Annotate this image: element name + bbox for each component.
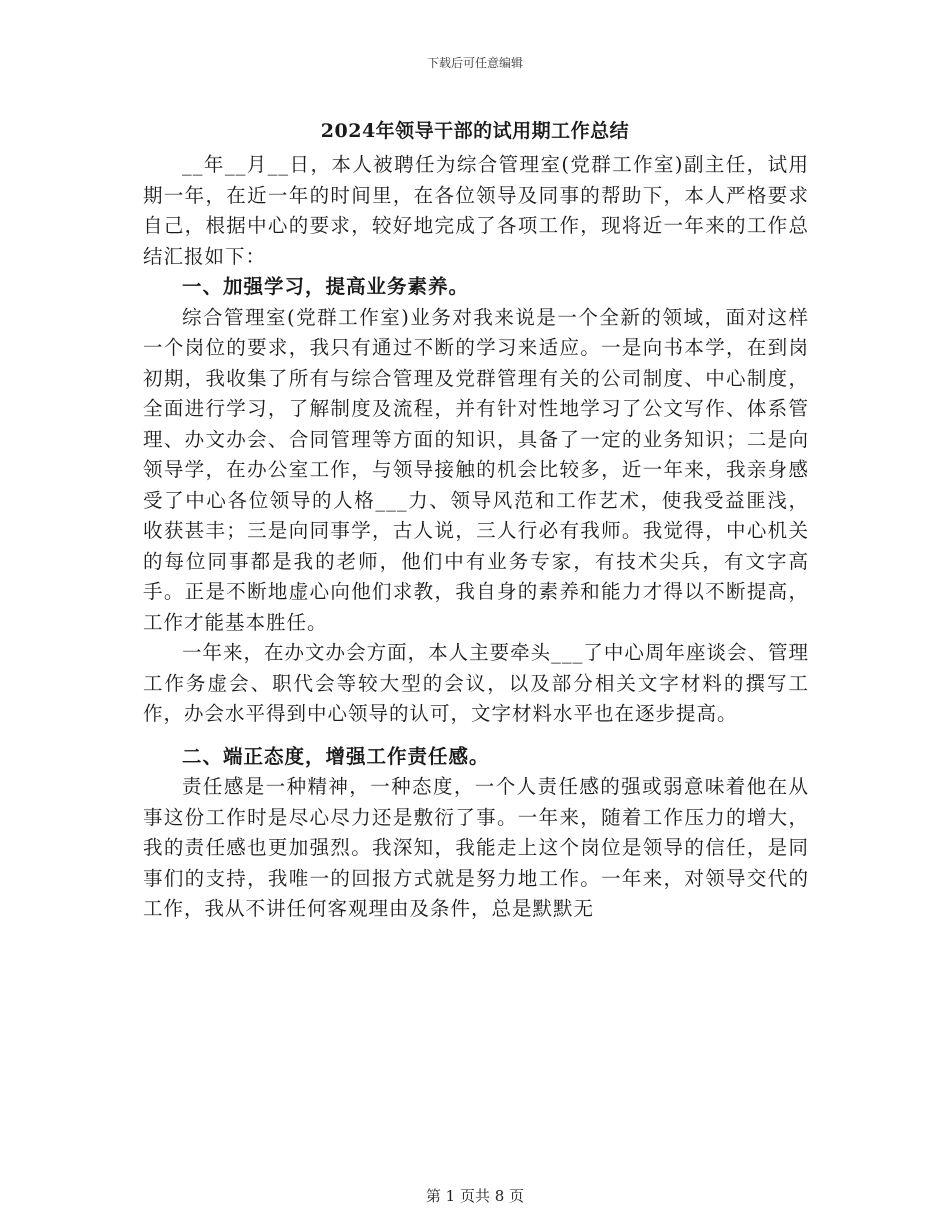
header-note: 下载后可任意编辑 [426, 56, 523, 70]
paragraph-responsibility: 责任感是一种精神，一种态度，一个人责任感的强或弱意味着他在从事这份工作时是尽心尽力还是敷衍了事。一年来，随着工作压力的增大，我的责任感也更加强烈。我深知，我能走上这个岗位是领导的信任，是同事们的支持，我唯一的回报方式就是努力地工作。一年来，对领导交代的工作，我从不讲任何客观理由及条件，总是默默无 [143, 775, 809, 920]
paragraph-intro: __年__月__日，本人被聘任为综合管理室(党群工作室)副主任，试用期一年，在近一年的时间里，在各位领导及同事的帮助下，本人严格要求自己，根据中心的要求，较好地完成了各项工作，现将近一年来的工作总结汇报如下： [143, 153, 809, 268]
paragraph-meetings: 一年来，在办文办会方面，本人主要牵头___了中心周年座谈会、管理工作务虚会、职代会等较大型的会议，以及部分相关文字材料的撰写工作，办会水平得到中心领导的认可，文字材料水平也在逐步提高。 [143, 641, 809, 725]
page-number: 第 1 页共 8 页 [425, 1187, 525, 1205]
section-heading-2: 二、端正态度，增强工作责任感。 [182, 744, 490, 768]
section-heading-1: 一、加强学习，提高业务素养。 [182, 275, 470, 298]
paragraph-study: 综合管理室(党群工作室)业务对我来说是一个全新的领域，面对这样一个岗位的要求，我只有通过不断的学习来适应。一是向书本学，在到岗初期，我收集了所有与综合管理及党群管理有关的公司制度、中心制度，全面进行学习，了解制度及流程，并有针对性地学习了公文写作、体系管理、办文办会、合同管理等方面的知识，具备了一定的业务知识；二是向领导学，在办公室工作，与领导接触的机会比较多，近一年来，我亲身感受了中心各位领导的人格___力、领导风范和工作艺术，使我受益匪浅，收获甚丰；三是向同事学，古人说，三人行必有我师。我觉得，中心机关的每位同事都是我的老师，他们中有业务专家，有技术尖兵，有文字高手。正是不断地虚心向他们求教，我自身的素养和能力才得以不断提高，工作才能基本胜任。 [143, 305, 809, 634]
document-body [143, 150, 809, 925]
document-title: 2024年领导干部的试用期工作总结 [320, 120, 630, 142]
